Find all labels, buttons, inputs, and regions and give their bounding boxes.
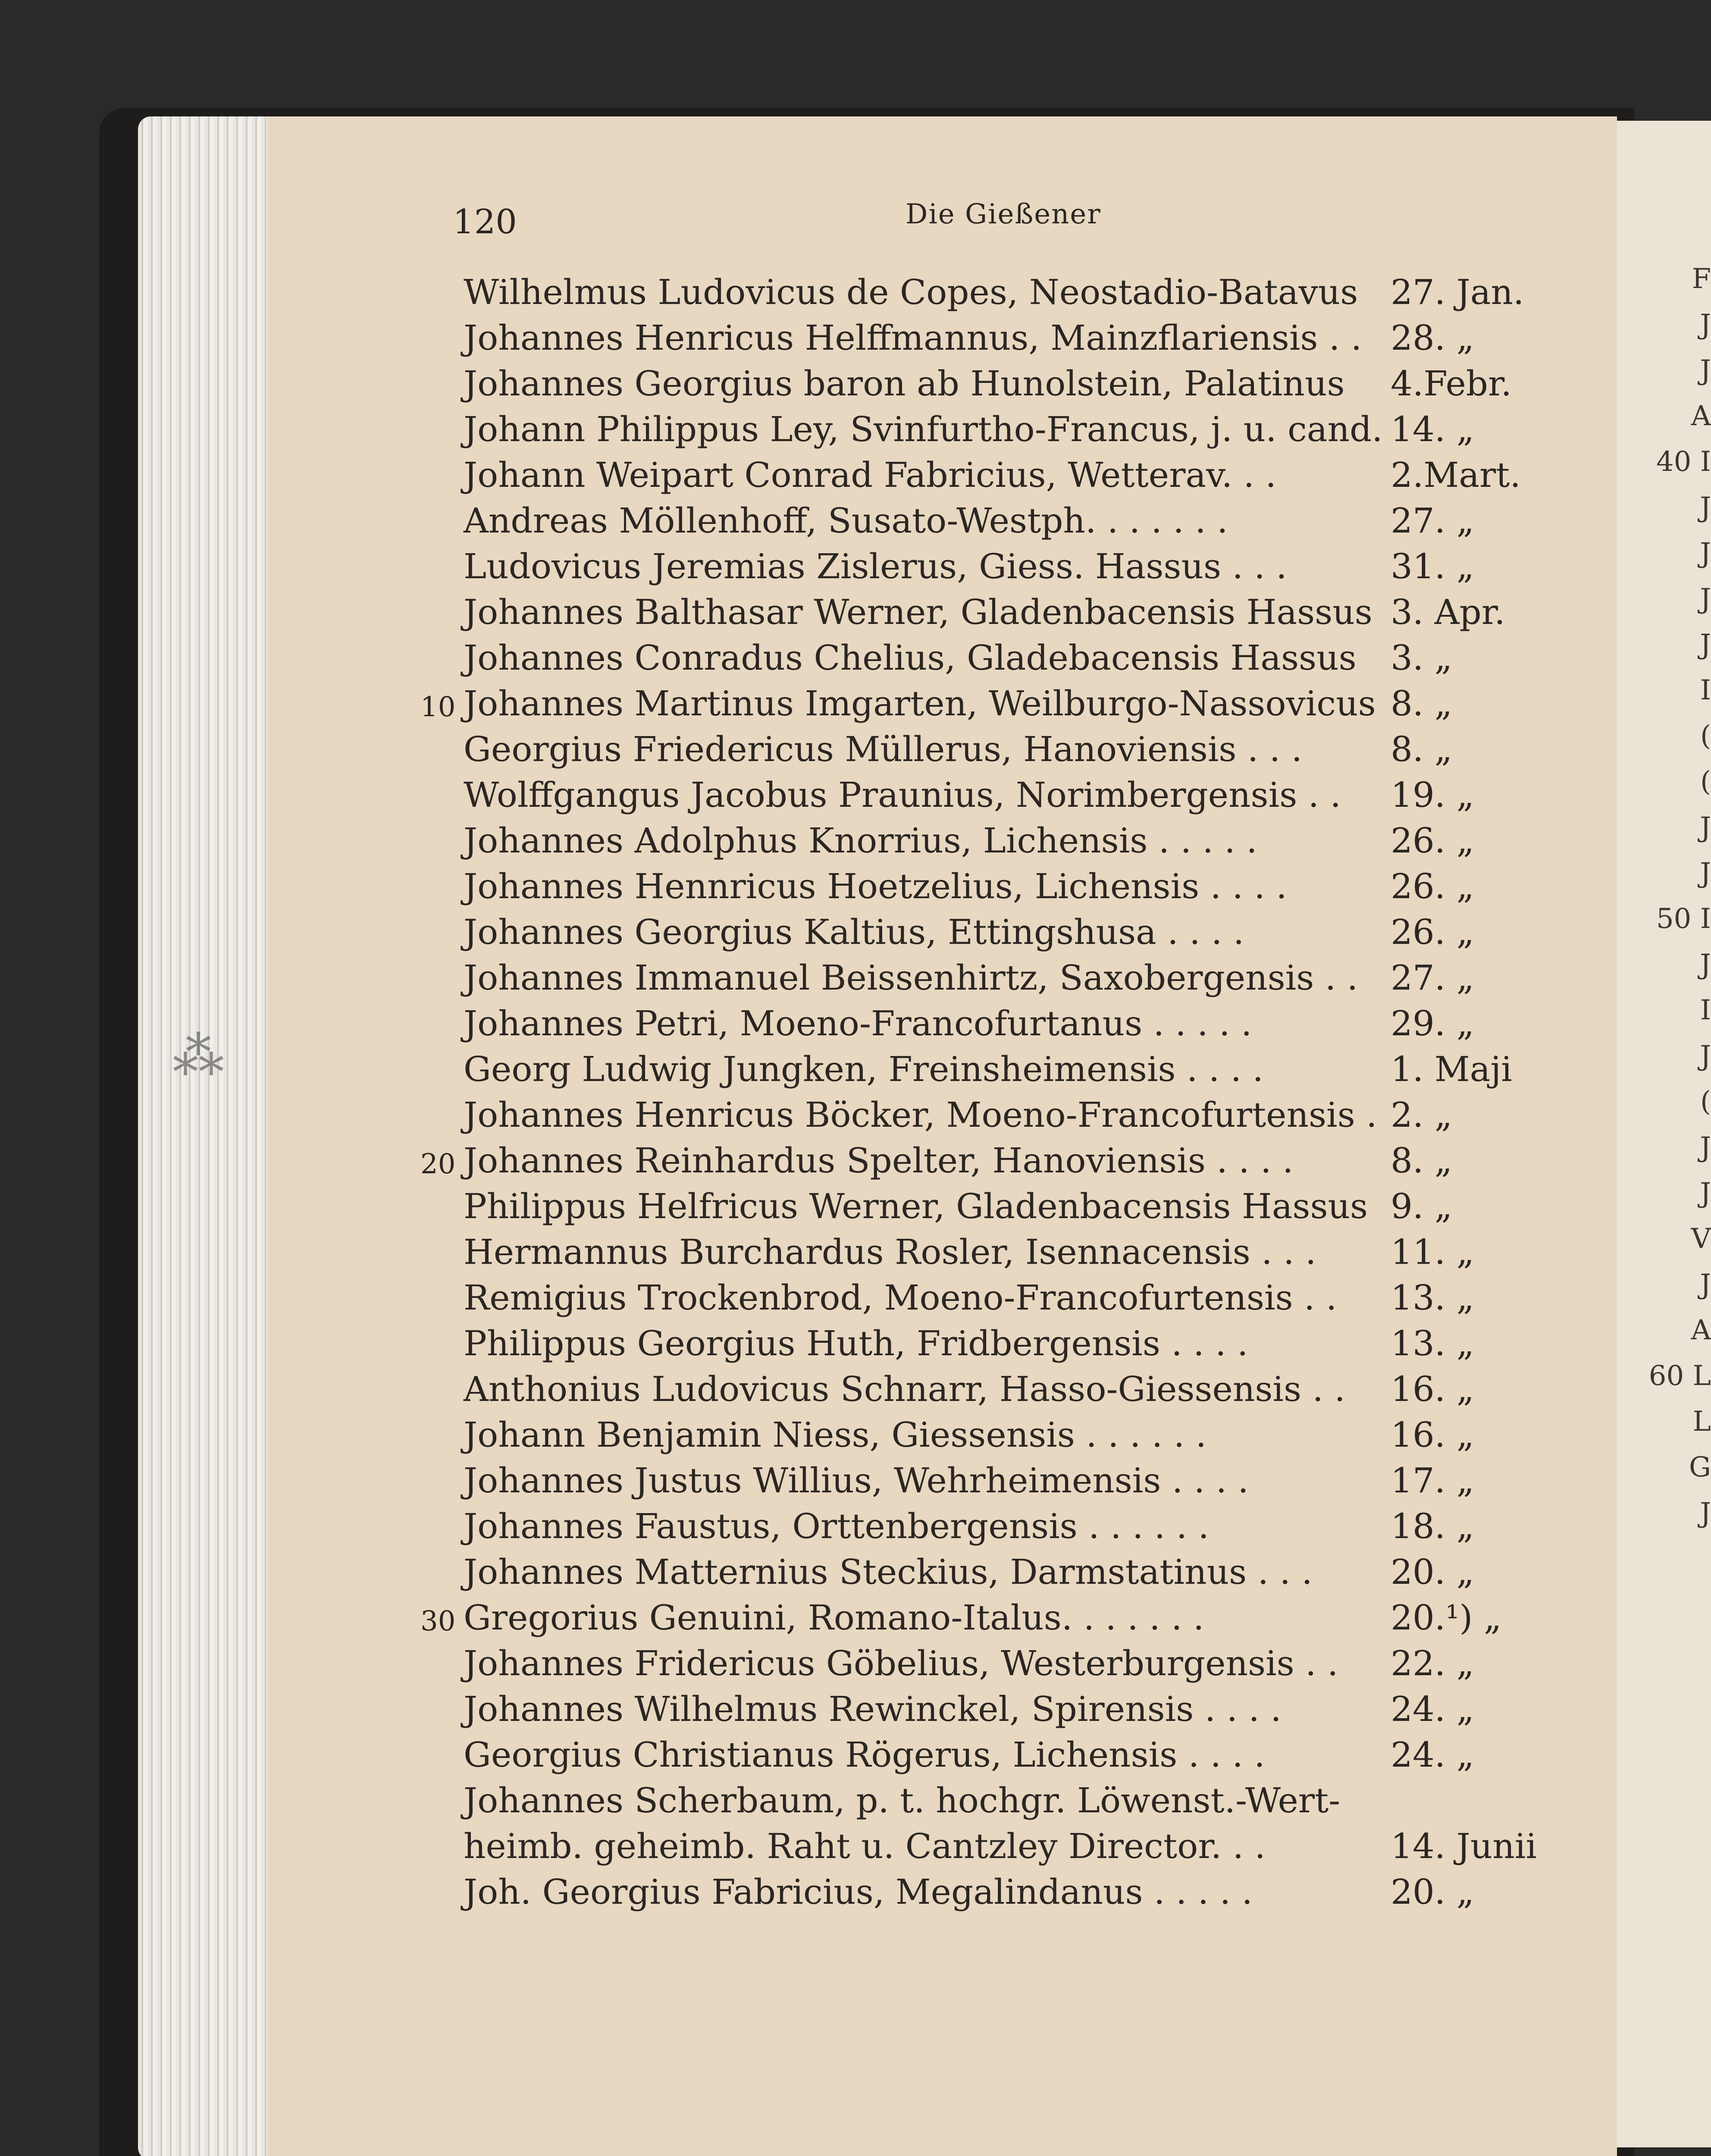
entry-date: 3. Apr. bbox=[1391, 592, 1505, 632]
entry-date: 24. „ bbox=[1391, 1735, 1475, 1775]
entry-name: heimb. geheimb. Raht u. Cantzley Director. . . bbox=[464, 1826, 1266, 1866]
entry-date: 19. „ bbox=[1391, 775, 1475, 815]
next-page-fragment: J bbox=[1700, 492, 1711, 523]
entry-name: Johann Benjamin Niess, Giessensis . . . . . . bbox=[464, 1415, 1207, 1455]
entry-name: Johannes Matternius Steckius, Darmstatinus . . . bbox=[464, 1552, 1313, 1592]
entry-date: 27. Jan. bbox=[1391, 272, 1524, 312]
entry-date: 17. „ bbox=[1391, 1460, 1475, 1501]
entry-date: 26. „ bbox=[1391, 821, 1475, 861]
next-page-fragment: I bbox=[1700, 674, 1711, 706]
entry-date: 8. „ bbox=[1391, 683, 1453, 724]
entry-date: 22. „ bbox=[1391, 1643, 1475, 1683]
entry-name: Andreas Möllenhoff, Susato-Westph. . . . . . . bbox=[464, 501, 1228, 541]
line-number: 20 bbox=[420, 1148, 456, 1180]
entry-date: 9. „ bbox=[1391, 1186, 1453, 1226]
entry-date: 26. „ bbox=[1391, 912, 1475, 952]
entry-name: Joh. Georgius Fabricius, Megalindanus . . . . . bbox=[464, 1872, 1253, 1912]
margin-stain: ⁂ bbox=[172, 1026, 224, 1086]
entry-date: 14. Junii bbox=[1391, 1826, 1537, 1866]
next-page-fragment: ( bbox=[1700, 720, 1711, 752]
entry-name: Johannes Adolphus Knorrius, Lichensis . . . . . bbox=[464, 821, 1257, 861]
entry-date: 29. „ bbox=[1391, 1003, 1475, 1044]
entry-date: 14. „ bbox=[1391, 409, 1475, 449]
entry-date: 13. „ bbox=[1391, 1323, 1475, 1363]
entry-name: Johannes Georgius baron ab Hunolstein, Palatinus bbox=[464, 364, 1345, 404]
next-page-fragment: ( bbox=[1700, 1086, 1711, 1118]
entry-name: Johannes Henricus Helffmannus, Mainzflariensis . . bbox=[464, 318, 1362, 358]
entry-date: 27. „ bbox=[1391, 958, 1475, 998]
entry-name: Wilhelmus Ludovicus de Copes, Neostadio-Batavus bbox=[464, 272, 1358, 312]
entry-name: Johannes Scherbaum, p. t. hochgr. Löwenst.-Wert- bbox=[464, 1780, 1341, 1821]
next-page-fragment: ( bbox=[1700, 766, 1711, 798]
entry-name: Georgius Christianus Rögerus, Lichensis . . . . bbox=[464, 1735, 1265, 1775]
next-page-fragment: J bbox=[1700, 1497, 1711, 1529]
entry-name: Johannes Balthasar Werner, Gladenbacensis Hassus bbox=[464, 592, 1373, 632]
entry-name: Johannes Fridericus Göbelius, Westerburgensis . . bbox=[464, 1643, 1338, 1683]
entry-date: 31. „ bbox=[1391, 546, 1475, 586]
entry-name: Johannes Wilhelmus Rewinckel, Spirensis . . . . bbox=[464, 1689, 1282, 1729]
next-page-fragment: A bbox=[1691, 1314, 1711, 1346]
next-page-fragment: J bbox=[1700, 354, 1711, 386]
entry-date: 2. „ bbox=[1391, 1095, 1453, 1135]
entry-date: 18. „ bbox=[1391, 1506, 1475, 1546]
next-page-fragment: J bbox=[1700, 583, 1711, 615]
next-page-fragment: J bbox=[1700, 1040, 1711, 1072]
entry-date: 28. „ bbox=[1391, 318, 1475, 358]
entry-date: 20. „ bbox=[1391, 1872, 1475, 1912]
entry-date: 20. „ bbox=[1391, 1552, 1475, 1592]
entry-date: 16. „ bbox=[1391, 1369, 1475, 1409]
next-page-fragment: 60 L bbox=[1648, 1360, 1711, 1392]
entry-name: Johannes Immanuel Beissenhirtz, Saxobergensis . . bbox=[464, 958, 1358, 998]
entry-date: 2.Mart. bbox=[1391, 455, 1521, 495]
entry-date: 27. „ bbox=[1391, 501, 1475, 541]
entry-date: 16. „ bbox=[1391, 1415, 1475, 1455]
entry-date: 8. „ bbox=[1391, 729, 1453, 769]
entry-name: Johannes Henricus Böcker, Moeno-Francofurtensis . bbox=[464, 1095, 1377, 1135]
entry-date: 1. Maji bbox=[1391, 1049, 1512, 1089]
entry-name: Johannes Hennricus Hoetzelius, Lichensis . . . . bbox=[464, 866, 1287, 906]
running-head: Die Gießener bbox=[906, 198, 1101, 230]
entry-name: Johannes Georgius Kaltius, Ettingshusa . . . . bbox=[464, 912, 1244, 952]
entry-name: Philippus Georgius Huth, Fridbergensis . . . . bbox=[464, 1323, 1248, 1363]
next-page-fragment: J bbox=[1700, 857, 1711, 889]
next-page-fragment: L bbox=[1692, 1406, 1711, 1438]
entry-date: 20.¹) „ bbox=[1391, 1598, 1502, 1638]
next-page-fragment: 40 I bbox=[1656, 446, 1711, 478]
entry-name: Johannes Reinhardus Spelter, Hanoviensis . . . . bbox=[464, 1141, 1294, 1181]
entry-date: 26. „ bbox=[1391, 866, 1475, 906]
next-page-fragment: A bbox=[1691, 400, 1711, 432]
entry-date: 4.Febr. bbox=[1391, 364, 1512, 404]
next-page-fragment: J bbox=[1700, 1177, 1711, 1209]
line-number: 10 bbox=[420, 691, 456, 723]
book-page bbox=[267, 116, 1617, 2156]
entry-name: Philippus Helfricus Werner, Gladenbacensis Hassus bbox=[464, 1186, 1368, 1226]
next-page-fragment: G bbox=[1689, 1451, 1711, 1483]
entry-name: Johannes Martinus Imgarten, Weilburgo-Nassovicus bbox=[464, 683, 1376, 724]
entry-name: Wolffgangus Jacobus Praunius, Norimbergensis . . bbox=[464, 775, 1341, 815]
entry-date: 13. „ bbox=[1391, 1278, 1475, 1318]
entry-name: Gregorius Genuini, Romano-Italus. . . . . . . bbox=[464, 1598, 1204, 1638]
entry-date: 3. „ bbox=[1391, 638, 1453, 678]
entry-name: Johannes Faustus, Orttenbergensis . . . . . . bbox=[464, 1506, 1209, 1546]
entry-name: Georg Ludwig Jungken, Freinsheimensis . . . . bbox=[464, 1049, 1263, 1089]
next-page-fragment: J bbox=[1700, 309, 1711, 341]
entry-date: 11. „ bbox=[1391, 1232, 1475, 1272]
next-page-fragment: 50 I bbox=[1656, 903, 1711, 935]
next-page-fragment: J bbox=[1700, 1131, 1711, 1163]
next-page-fragment: V bbox=[1691, 1223, 1711, 1255]
next-page-fragment: J bbox=[1700, 812, 1711, 843]
entry-date: 24. „ bbox=[1391, 1689, 1475, 1729]
next-page-fragment: I bbox=[1700, 994, 1711, 1026]
next-page-fragment: F bbox=[1692, 263, 1711, 295]
next-page-fragment: J bbox=[1700, 537, 1711, 569]
entry-name: Johannes Petri, Moeno-Francofurtanus . . . . . bbox=[464, 1003, 1252, 1044]
entry-name: Johannes Conradus Chelius, Gladebacensis Hassus bbox=[464, 638, 1357, 678]
entry-name: Johann Weipart Conrad Fabricius, Wetterav. . . bbox=[464, 455, 1276, 495]
page-number: 120 bbox=[453, 203, 517, 241]
entry-name: Anthonius Ludovicus Schnarr, Hasso-Giessensis . . bbox=[464, 1369, 1345, 1409]
next-page-fragment: J bbox=[1700, 949, 1711, 981]
entry-date: 8. „ bbox=[1391, 1141, 1453, 1181]
entry-name: Johann Philippus Ley, Svinfurtho-Francus, j. u. cand. bbox=[464, 409, 1383, 449]
next-page-fragment: J bbox=[1700, 629, 1711, 661]
next-page-edge bbox=[1617, 121, 1711, 2147]
entry-name: Georgius Friedericus Müllerus, Hanoviensis . . . bbox=[464, 729, 1303, 769]
entry-name: Hermannus Burchardus Rosler, Isennacensis . . . bbox=[464, 1232, 1316, 1272]
next-page-fragment: J bbox=[1700, 1269, 1711, 1300]
entry-name: Remigius Trockenbrod, Moeno-Francofurtensis . . bbox=[464, 1278, 1337, 1318]
entry-name: Ludovicus Jeremias Zislerus, Giess. Hassus . . . bbox=[464, 546, 1287, 586]
entry-name: Johannes Justus Willius, Wehrheimensis . . . . bbox=[464, 1460, 1249, 1501]
line-number: 30 bbox=[420, 1605, 456, 1637]
